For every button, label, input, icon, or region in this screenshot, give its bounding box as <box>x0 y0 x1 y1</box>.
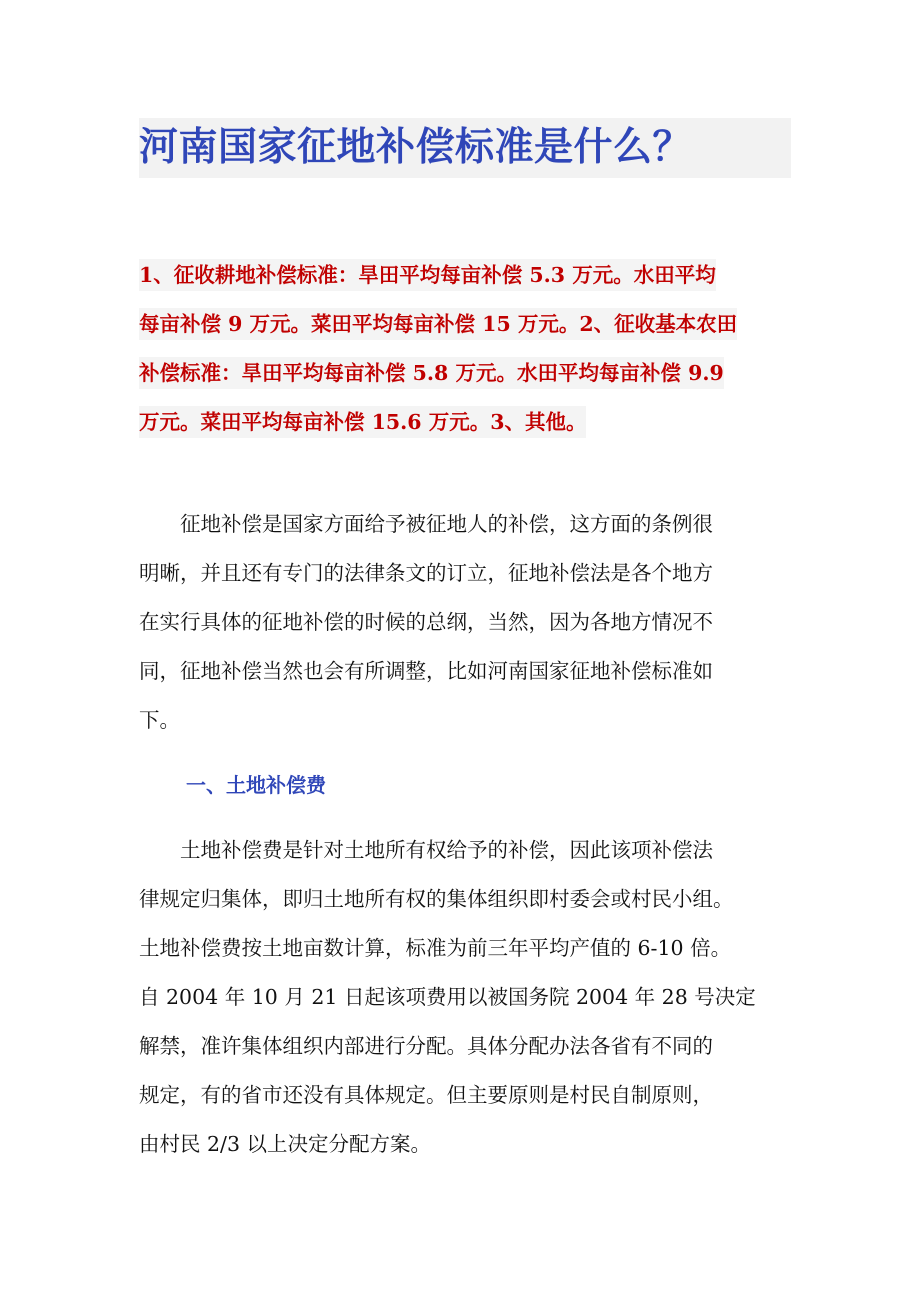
paragraph-line: 土地补偿费是针对土地所有权给予的补偿，因此该项补偿法 <box>139 838 713 862</box>
paragraph-line: 自 2004 年 10 月 21 日起该项费用以被国务院 2004 年 28 号决定 <box>139 985 756 1009</box>
paragraph-line: 律规定归集体，即归土地所有权的集体组织即村委会或村民小组。 <box>139 887 734 911</box>
summary-line: 万元。菜田平均每亩补偿 15.6 万元。3、其他。 <box>139 403 789 452</box>
paragraph-line: 土地补偿费按土地亩数计算，标准为前三年平均产值的 6-10 倍。 <box>139 936 732 960</box>
page-title: 河南国家征地补偿标准是什么？ <box>139 125 693 170</box>
section-heading: 一、土地补偿费 <box>186 773 326 797</box>
land-compensation-paragraph <box>139 826 789 1169</box>
summary-line: 每亩补偿 9 万元。菜田平均每亩补偿 15 万元。2、征收基本农田 <box>139 305 789 354</box>
paragraph-line: 解禁，准许集体组织内部进行分配。具体分配办法各省有不同的 <box>139 1034 713 1058</box>
summary-line: 补偿标准：旱田平均每亩补偿 5.8 万元。水田平均每亩补偿 9.9 <box>139 354 789 403</box>
paragraph-line: 同，征地补偿当然也会有所调整，比如河南国家征地补偿标准如 <box>139 659 713 683</box>
paragraph-line: 规定，有的省市还没有具体规定。但主要原则是村民自制原则， <box>139 1083 713 1107</box>
paragraph-line: 在实行具体的征地补偿的时候的总纲，当然，因为各地方情况不 <box>139 610 713 634</box>
summary-line: 1、征收耕地补偿标准：旱田平均每亩补偿 5.3 万元。水田平均 <box>139 256 789 305</box>
paragraph-line: 下。 <box>139 708 180 732</box>
paragraph-line: 明晰，并且还有专门的法律条文的订立，征地补偿法是各个地方 <box>139 561 713 585</box>
summary-block <box>139 256 789 452</box>
paragraph-line: 由村民 2/3 以上决定分配方案。 <box>139 1132 432 1156</box>
title-banner <box>139 118 791 178</box>
paragraph-line: 征地补偿是国家方面给予被征地人的补偿，这方面的条例很 <box>139 512 713 536</box>
intro-paragraph <box>139 500 789 745</box>
